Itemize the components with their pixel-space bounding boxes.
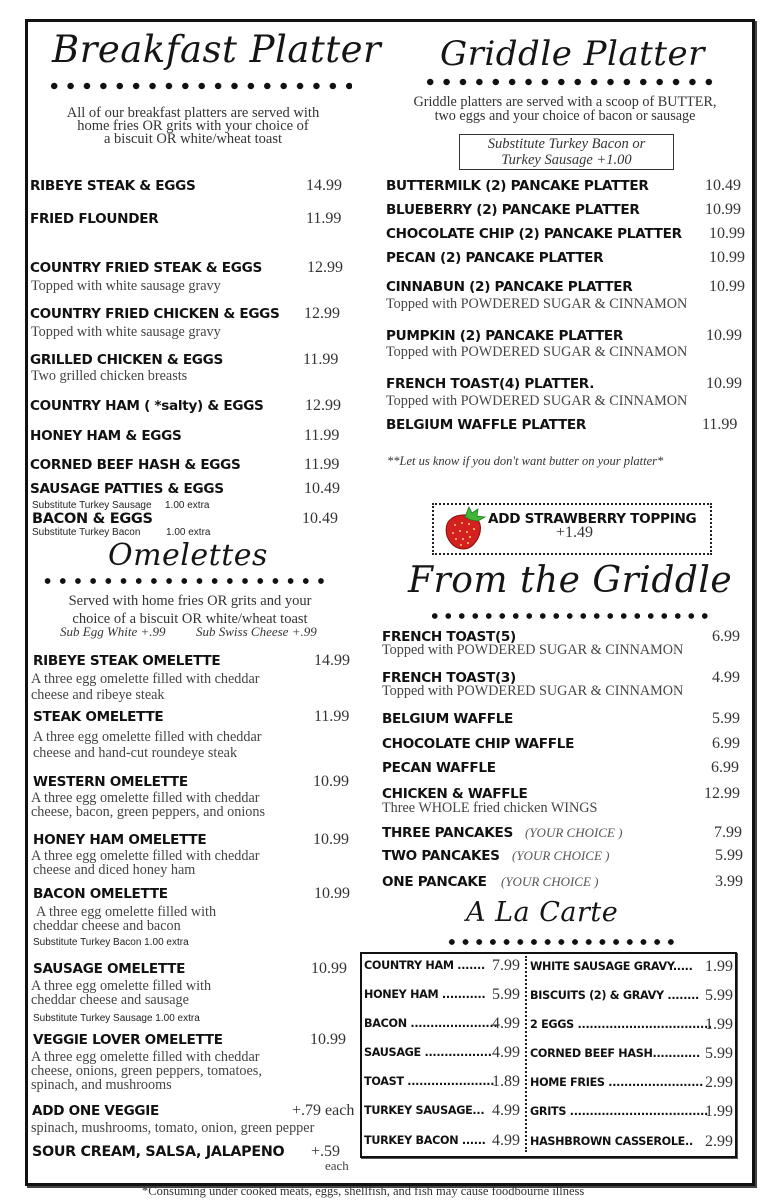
item-name: COUNTRY FRIED CHICKEN & EGGS: [30, 306, 280, 322]
item-description: A three egg omelette filled with cheddar: [31, 848, 260, 864]
item-name: TURKEY BACON ......: [364, 1134, 486, 1147]
item-price: +.79 each: [292, 1102, 355, 1119]
item-price: 10.99: [709, 278, 745, 295]
section-title-a-la-carte: A La Carte: [466, 897, 619, 928]
item-price: 14.99: [314, 652, 350, 669]
item-price: 11.99: [314, 708, 350, 725]
item-name: PECAN (2) PANCAKE PLATTER: [386, 250, 604, 266]
item-price: 4.99: [492, 1132, 520, 1149]
item-description: Topped with white sausage gravy: [31, 278, 221, 294]
item-name: ADD ONE VEGGIE: [32, 1103, 160, 1119]
item-price: 10.49: [304, 480, 340, 497]
item-description: A three egg omelette filled with cheddar: [33, 729, 262, 745]
item-price: 1.89: [492, 1073, 520, 1090]
item-description: cheddar cheese and bacon: [33, 918, 181, 934]
item-name: WHITE SAUSAGE GRAVY.....: [530, 960, 693, 973]
omelettes-intro: [40, 592, 340, 628]
item-price: 5.99: [705, 987, 733, 1004]
intro-line: two eggs and your choice of bacon or sausage: [434, 107, 696, 124]
intro-line: All of our breakfast platters are served with: [66, 105, 320, 121]
item-price: 3.99: [715, 873, 743, 890]
item-price: 12.99: [307, 259, 343, 276]
item-name: CHOCOLATE CHIP WAFFLE: [382, 736, 575, 752]
item-price: 10.99: [706, 375, 742, 392]
intro-line: a biscuit OR white/wheat toast: [104, 131, 282, 147]
item-price: 2.99: [705, 1074, 733, 1091]
item-name: HOME FRIES ........................: [530, 1076, 704, 1089]
item-price: 11.99: [702, 416, 738, 433]
item-price: 10.99: [706, 327, 742, 344]
item-name: FRENCH TOAST(5): [382, 629, 516, 645]
item-name: VEGGIE LOVER OMELETTE: [33, 1032, 223, 1048]
item-price: 5.99: [712, 710, 740, 727]
strawberry-icon: [443, 505, 487, 551]
item-price: 11.99: [306, 210, 342, 227]
item-name: SAUSAGE OMELETTE: [33, 961, 186, 977]
item-name: BELGIUM WAFFLE PLATTER: [386, 417, 587, 433]
section-title-omelettes: Omelettes: [108, 538, 268, 573]
item-price: 10.99: [709, 225, 745, 242]
item-price: 11.99: [303, 351, 339, 368]
substitute-price: 1.00 extra: [166, 527, 211, 538]
item-description: Topped with POWDERED SUGAR & CINNAMON: [386, 393, 688, 409]
item-price: 10.49: [302, 510, 338, 527]
item-name: FRENCH TOAST(3): [382, 670, 516, 686]
item-name: CHICKEN & WAFFLE: [382, 786, 528, 802]
item-note: (YOUR CHOICE ): [525, 825, 623, 840]
item-price: 7.99: [714, 824, 742, 841]
sub-swiss-cheese: Sub Swiss Cheese +.99: [196, 624, 317, 639]
item-name: HONEY HAM ...........: [364, 988, 486, 1001]
item-price: 14.99: [306, 177, 342, 194]
item-name: TWO PANCAKES: [382, 848, 500, 864]
item-description: A three egg omelette filled with cheddar: [31, 1049, 260, 1065]
item-price: 10.99: [705, 201, 741, 218]
item-note: (YOUR CHOICE ): [512, 848, 610, 863]
item-price: 12.99: [704, 785, 740, 802]
divider-dots: [428, 612, 708, 620]
item-name: FRIED FLOUNDER: [30, 211, 159, 227]
section-title-griddle-platter: Griddle Platter: [440, 34, 705, 74]
item-name: CORNED BEEF HASH & EGGS: [30, 457, 241, 473]
item-name: COUNTRY HAM ( *salty) & EGGS: [30, 398, 264, 414]
item-name: SOUR CREAM, SALSA, JALAPENO: [32, 1144, 285, 1160]
item-name: TOAST ......................: [364, 1075, 495, 1088]
strawberry-topping-label: ADD STRAWBERRY TOPPING: [488, 511, 697, 527]
item-name: BELGIUM WAFFLE: [382, 711, 514, 727]
substitute-note: Substitute Turkey Bacon: [32, 527, 141, 538]
item-description: Topped with POWDERED SUGAR & CINNAMON: [382, 642, 684, 658]
item-name: PUMPKIN (2) PANCAKE PLATTER: [386, 328, 624, 344]
substitute-note: Substitute Turkey Bacon 1.00 extra: [33, 937, 189, 948]
item-name: BACON ......................: [364, 1017, 498, 1030]
item-description: cheese, onions, green peppers, tomatoes,: [31, 1063, 262, 1079]
intro-line: choice of a biscuit OR white/wheat toast: [72, 611, 308, 627]
item-name: ONE PANCAKE: [382, 874, 487, 890]
item-price: 1.99: [705, 1103, 733, 1120]
divider-dots: [40, 577, 326, 585]
item-price: 6.99: [712, 628, 740, 645]
item-description: Topped with POWDERED SUGAR & CINNAMON: [386, 296, 688, 312]
item-name: FRENCH TOAST(4) PLATTER.: [386, 376, 595, 392]
item-price: 4.99: [492, 1102, 520, 1119]
item-note: (YOUR CHOICE ): [501, 874, 599, 889]
item-description: cheese, bacon, green peppers, and onions: [31, 804, 266, 820]
price-note: each: [325, 1158, 349, 1173]
item-price: 10.99: [314, 885, 350, 902]
item-description: spinach, mushrooms, tomato, onion, green pepper: [31, 1120, 315, 1136]
item-name: BUTTERMILK (2) PANCAKE PLATTER: [386, 178, 649, 194]
item-price: 11.99: [304, 427, 340, 444]
item-price: 6.99: [712, 735, 740, 752]
item-description: Three WHOLE fried chicken WINGS: [382, 800, 598, 816]
item-name: WESTERN OMELETTE: [33, 774, 188, 790]
item-name: PECAN WAFFLE: [382, 760, 496, 776]
item-name: GRITS ...................................: [530, 1105, 708, 1118]
item-description: A three egg omelette filled with: [36, 904, 217, 920]
item-description: Topped with POWDERED SUGAR & CINNAMON: [386, 344, 688, 360]
substitute-line: Turkey Sausage +1.00: [501, 151, 632, 168]
item-name: CORNED BEEF HASH............: [530, 1047, 700, 1060]
substitute-note: Substitute Turkey Sausage: [32, 500, 152, 511]
item-price: 10.99: [709, 249, 745, 266]
item-price: +.59: [311, 1143, 341, 1160]
item-price: 4.99: [712, 669, 740, 686]
item-name: HONEY HAM & EGGS: [30, 428, 182, 444]
item-description: cheese and diced honey ham: [33, 862, 196, 878]
item-price: 11.99: [304, 456, 340, 473]
item-price: 4.99: [492, 1015, 520, 1032]
breakfast-intro: [40, 107, 346, 146]
item-description: cheddar cheese and sausage: [31, 992, 189, 1008]
item-name: COUNTRY HAM .......: [364, 959, 485, 972]
item-price: 5.99: [492, 986, 520, 1003]
intro-line: Griddle platters are served with a scoop of BUTTER,: [413, 94, 717, 110]
item-description: A three egg omelette filled with cheddar: [31, 671, 260, 687]
section-title-breakfast: Breakfast Platter: [52, 28, 382, 71]
item-price: 4.99: [492, 1044, 520, 1061]
item-price: 1.99: [705, 958, 733, 975]
item-price: 10.99: [310, 1031, 346, 1048]
item-name: SAUSAGE .................: [364, 1046, 492, 1059]
item-name: THREE PANCAKES: [382, 825, 513, 841]
substitute-line: Substitute Turkey Bacon or: [487, 136, 646, 152]
item-name: COUNTRY FRIED STEAK & EGGS: [30, 260, 262, 276]
item-name: 2 EGGS ..................................: [530, 1018, 712, 1031]
substitute-note: Substitute Turkey Sausage 1.00 extra: [33, 1013, 200, 1024]
item-price: 10.99: [313, 773, 349, 790]
a-la-carte-divider: [525, 956, 527, 1152]
item-name: RIBEYE STEAK OMELETTE: [33, 653, 221, 669]
item-price: 10.99: [311, 960, 347, 977]
item-price: 10.99: [313, 831, 349, 848]
item-price: 5.99: [715, 847, 743, 864]
item-description: Two grilled chicken breasts: [31, 368, 188, 384]
item-description: A three egg omelette filled with: [31, 978, 212, 994]
item-name: SAUSAGE PATTIES & EGGS: [30, 481, 224, 497]
section-title-from-the-griddle: From the Griddle: [408, 560, 733, 601]
item-price: 7.99: [492, 957, 520, 974]
substitute-price: 1.00 extra: [165, 500, 210, 511]
item-name: CINNABUN (2) PANCAKE PLATTER: [386, 279, 633, 295]
item-name: RIBEYE STEAK & EGGS: [30, 178, 196, 194]
item-name: GRILLED CHICKEN & EGGS: [30, 352, 224, 368]
item-description: A three egg omelette filled with cheddar: [31, 790, 260, 806]
item-name: HASHBROWN CASSEROLE..: [530, 1135, 693, 1148]
item-name: HONEY HAM OMELETTE: [33, 832, 207, 848]
item-description: Topped with POWDERED SUGAR & CINNAMON: [382, 683, 684, 699]
item-price: 5.99: [705, 1045, 733, 1062]
item-name: CHOCOLATE CHIP (2) PANCAKE PLATTER: [386, 226, 682, 242]
item-price: 1.99: [705, 1016, 733, 1033]
divider-dots: [422, 78, 722, 86]
intro-line: Served with home fries OR grits and your: [68, 593, 312, 609]
item-description: spinach, and mushrooms: [31, 1077, 172, 1093]
divider-dots: [46, 82, 352, 90]
item-price: 12.99: [304, 305, 340, 322]
item-name: BACON & EGGS: [32, 511, 153, 527]
butter-note: **Let us know if you don't want butter on your platter*: [387, 454, 664, 468]
item-price: 10.49: [705, 177, 741, 194]
item-price: 12.99: [305, 397, 341, 414]
griddle-platter-intro: [382, 96, 748, 123]
item-description: cheese and hand-cut roundeye steak: [33, 745, 238, 761]
item-name: BACON OMELETTE: [33, 886, 168, 902]
item-price: 2.99: [705, 1133, 733, 1150]
strawberry-topping-price: +1.49: [556, 524, 594, 541]
item-name: TURKEY SAUSAGE...: [364, 1104, 485, 1117]
item-name: BISCUITS (2) & GRAVY ........: [530, 989, 699, 1002]
item-description: cheese and ribeye steak: [31, 687, 165, 703]
divider-dots: [445, 938, 675, 946]
food-safety-disclaimer: *Consuming under cooked meats, eggs, shellfish, and fish may cause foodbourne illness: [142, 1184, 585, 1198]
item-name: BLUEBERRY (2) PANCAKE PLATTER: [386, 202, 640, 218]
item-name: STEAK OMELETTE: [33, 709, 164, 725]
sub-egg-white: Sub Egg White +.99: [60, 624, 166, 639]
substitute-box: [459, 134, 674, 170]
item-description: Topped with white sausage gravy: [31, 324, 221, 340]
intro-line: home fries OR grits with your choice of: [77, 118, 309, 134]
item-price: 6.99: [711, 759, 739, 776]
